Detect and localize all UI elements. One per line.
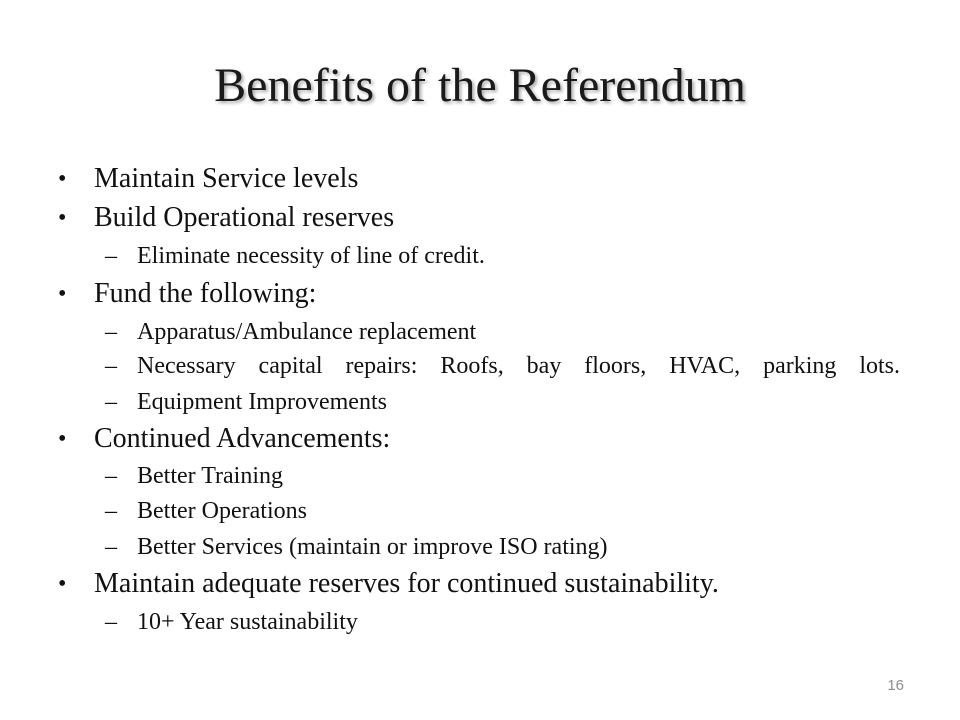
bullet-marker: • [58,571,67,597]
bullet-text: Maintain adequate reserves for continued sustainability. [94,568,719,599]
bullet-marker: • [58,205,67,231]
sub-bullet-marker: – [105,463,117,489]
bullet-text: Fund the following: [94,278,317,309]
sub-bullet-text: Better Services (maintain or improve ISO rating) [137,534,608,560]
page-number: 16 [887,677,904,694]
sub-bullet-text: Equipment Improvements [137,389,387,415]
sub-bullet-text: Better Operations [137,498,307,524]
sub-bullet-text: 10+ Year sustainability [137,609,358,635]
sub-bullet-marker: – [105,353,117,379]
sub-bullet-text: Eliminate necessity of line of credit. [137,243,485,269]
sub-bullet-text: Better Training [137,463,284,489]
sub-bullet-marker: – [105,389,117,415]
sub-bullet-marker: – [105,319,117,345]
sub-bullet-marker: – [105,243,117,269]
sub-bullet-marker: – [105,498,117,524]
sub-bullet-marker: – [105,609,117,635]
sub-bullet-marker: – [105,534,117,560]
sub-bullet-text: Apparatus/Ambulance replacement [137,319,477,345]
sub-bullet-text: Necessary capital repairs: Roofs, bay floors, HVAC, parking lots. [137,353,900,379]
slide-title: Benefits of the Referendum [214,59,746,112]
bullet-marker: • [58,281,67,307]
bullet-text: Continued Advancements: [94,423,391,454]
bullet-marker: • [58,166,67,192]
bullet-marker: • [58,426,67,452]
bullet-text: Maintain Service levels [94,163,359,194]
bullet-text: Build Operational reserves [94,202,395,233]
